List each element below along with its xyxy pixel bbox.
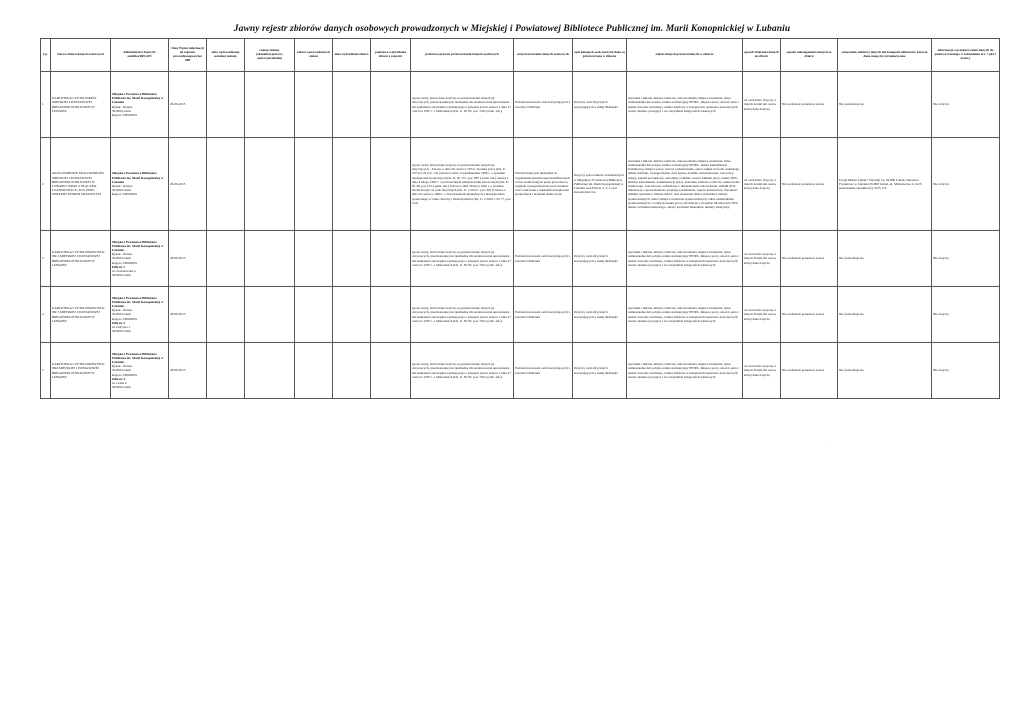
column-header: rodzaj zmiany (aktualizacja/nowy wpis/wykreślenie) (245, 39, 295, 72)
branch-address-line: ul. Zawidowska 4 (112, 269, 136, 273)
processing-purpose: Ewidencjonowanie osób korzystających z zasobów biblioteki (514, 72, 573, 138)
dataset-name: KARTOTEKA CZYTELNIKÓW FILII NR 2 MIEJSKIEJ I POWIATOWEJ BIBLIOTEKI PUBLICZNEJ W LUBANIU (51, 231, 111, 287)
administrator-address-line: Rynek - Ratusz (112, 252, 133, 257)
administrator-address-line: Regon: 230920001 (112, 192, 138, 197)
removal-basis (371, 343, 411, 399)
table-row (41, 138, 1000, 231)
administrator-name: Miejska i Powiatowa Biblioteka Publiczna im. Marii Konopnickiej w Lubaniu (112, 171, 164, 184)
data-scope: nazwiska i imiona, imiona rodziców, data urodzenia, miejsce urodzenia, adres zamieszkania lub pobytu, numer ewidencyjny PESEL, miejsce pracy, zawód, seria i numer dowodu osobistego, numer telefonu, w kategoriach społeczno-zawodowych: uczeń, student, pracujący i we wszystkich kategoriach wiekowych (627, 287, 743, 343)
administrator-name: Miejska i Powiatowa Biblioteka Publiczna im. Marii Konopnickiej w Lubaniu (112, 239, 164, 252)
column-header: zakres danych przetwarzanych w zbiorze (627, 39, 743, 72)
removal-date (333, 287, 371, 343)
entry-date: 29-06-2015 (169, 231, 207, 287)
removal-basis (371, 72, 411, 138)
change-scope (295, 231, 333, 287)
collection-method: od osób które dotyczą, z innych źródeł niż osoba, której dane dotyczą (743, 138, 781, 231)
administrator-cell (111, 287, 169, 343)
branch-address-line: 59-800 Lubań (112, 329, 131, 334)
footer-mark: . (828, 437, 829, 442)
row-number: 2 (41, 138, 51, 231)
collection-method: od osób które dotyczą, z innych źródeł niż osoba, której dane dotyczą (743, 343, 781, 399)
column-header: podstawa wykreślenia zbioru z rejestru (371, 39, 411, 72)
column-header: data wykreślenia zbioru (333, 39, 371, 72)
branch-address-line: 59-800 Lubań (112, 273, 131, 278)
removal-date (333, 343, 371, 399)
sharing-method: Nie podstawie przepisów prawa (781, 287, 838, 343)
person-categories: Dotyczy osób fizycznych korzystających z usług biblioteki (573, 231, 627, 287)
column-header: opis kategorii osób, których dane są przetwarzane w zbiorze (573, 39, 627, 72)
third-country-info: Nie dotyczy (932, 287, 1000, 343)
column-header: oznaczenie odbiorcy danych lub kategorii odbiorców, którym dane mogą być przekazywane (838, 39, 932, 72)
last-change-date (207, 343, 245, 399)
person-categories: Dotyczy osób fizycznych korzystających z usług biblioteki (573, 343, 627, 399)
table-row (41, 231, 1000, 287)
person-categories: Dotyczy osób fizycznych korzystających z usług biblioteki (573, 72, 627, 138)
third-country-info: Nie dotyczy (932, 72, 1000, 138)
person-categories: Dotyczy pracowników zatrudnionych w Miejskiej i Powiatowej Bibliotece Publicznej im. Marii Konopnickiej w Lubaniu oraz Filii nr 2, 3, 4 oraz zleceniobiorców (573, 138, 627, 231)
branch-address-line: ul. Leśna 4 (112, 381, 127, 385)
sharing-method: Nie podstawie przepisów prawa (781, 343, 838, 399)
third-country-info: Nie dotyczy (932, 343, 1000, 399)
row-number: 1 (41, 72, 51, 138)
change-type (245, 138, 295, 231)
processing-purpose: Ewidencjonowanie osób korzystających z zasobów biblioteki (514, 287, 573, 343)
administrator-address-line: 59-800 Lubań (112, 312, 131, 317)
sharing-method: Nie podstawie przepisów prawa (781, 72, 838, 138)
recipients: Nie przewiduje się (838, 343, 932, 399)
administrator-cell (111, 343, 169, 399)
change-type (245, 72, 295, 138)
column-header: Lp. (41, 39, 51, 72)
column-header: Nazwa zbioru danych osobowych (51, 39, 111, 72)
administrator-name: Miejska i Powiatowa Biblioteka Publiczna im. Marii Konopnickiej w Lubaniu (112, 295, 164, 308)
change-type (245, 343, 295, 399)
processing-purpose: Przetwarzanie jest niezbędne do wypełnienia prawnie usprawiedliwionych celów realizowanych przez pracodawcę, względu wynagrodzeń dla pracowników oraz rozliczenie z zakładem ubezpieczeń społecznych i urzędem skarbowym (514, 138, 573, 231)
column-header: Data Wpisu informacji do rejestru prowadzonego przez ABI (169, 39, 207, 72)
column-header: sposób zbierania danych do zbioru (743, 39, 781, 72)
third-country-info: Nie dotyczy (932, 231, 1000, 287)
removal-date (333, 138, 371, 231)
legal-basis: zgoda osoby, której dane dotyczą, na przetwarzanie danych jej dotyczących, przetwarzanie jest niezbędne dla zrealizowania uprawnienia lub spełnienia obowiązku wynikającego z przepisu prawa ustawa z dnia 27 czerwca 1997 r. o bibliotekach (Dz. U. Nr 85, poz. 539 z późn. zm.); (411, 287, 514, 343)
entry-date: 29-06-2015 (169, 343, 207, 399)
administrator-cell (111, 72, 169, 138)
removal-basis (371, 231, 411, 287)
entry-date: 29-06-2015 (169, 287, 207, 343)
data-scope: nazwiska i imiona, imiona rodziców, data urodzenia, miejsce urodzenia, adres zamieszkania lub pobytu, numer ewidencyjny PESEL, miejsce pracy, zawód, seria i numer dowodu osobistego, numer telefonu, w kategoriach społeczno-zawodowych: uczeń, student, pracujący i we wszystkich kategoriach wiekowych (627, 343, 743, 399)
administrator-address-line: Regon: 230920001 (112, 112, 138, 117)
row-number: 5 (41, 343, 51, 399)
removal-basis (371, 138, 411, 231)
dataset-name: KARTOTEKA CZYTELNIKÓW MIEJSKIEJ I POWIATOWEJ BIBLIOTEKI PUBLICZNEJ W LUBANIU (51, 72, 111, 138)
change-scope (295, 72, 333, 138)
administrator-address-line: Regon: 230920001 (112, 260, 138, 265)
sharing-method: Nie podstawie przepisów prawa (781, 138, 838, 231)
recipients: Nie przewiduje się (838, 231, 932, 287)
entry-date: 29-06-2015 (169, 72, 207, 138)
column-header: informacja o przekazywaniu danych do państwa trzeciego w rozumieniu art. 7 pkt 7 ustawy (932, 39, 1000, 72)
branch-name: Filia nr 2 (112, 264, 125, 269)
administrator-address-line: Regon: 230920001 (112, 372, 138, 377)
legal-basis: zgoda osoby, której dane dotyczą, na przetwarzanie danych jej dotyczących, ; Ustawa z dnia 26 czerwca 1974 r. Kodeks pracy (Dz. U. 1974 nr 24 poz. 141) ustawa z dnia 13 października 1998 r. o systemie ubezpieczeń społecznych (Dz. U. Nr 137, poz. 887 z późn. zm.) ustawa z dnia 4 lutego 1997 r. o powszechnym ubezpieczeniu zdrowotnym (Dz. U. Nr 28, poz.153 z późn. zm.) Ustawa z dnia 26 lipca 1991 r. o podatku dochodowym od osób fizycznych (Dz. U. z 2012 r. poz. 361) Ustawa z dnia 25 czerwca 1999 r. o świadczeniach pieniężnych z ubezpieczenia społecznego w razie choroby i macierzyństwa (Dz. U. z 2010 r. Nr 77, poz. 512) (411, 138, 514, 231)
column-header: sposób udostępniania danych ze zbioru (781, 39, 838, 72)
administrator-address-line: Rynek - Ratusz (112, 364, 133, 369)
person-categories: Dotyczy osób fizycznych korzystających z usług biblioteki (573, 287, 627, 343)
table-row (41, 72, 1000, 138)
recipients: Nie przewiduje się (838, 72, 932, 138)
dataset-name: KARTOTEKA CZYTELNIKÓW FILII NR4 MIEJSKIEJ I POWIATOWEJ BIBLIOTEKI PUBLICZNEJ W LUBANIU (51, 343, 111, 399)
administrator-address-line: 59-800 Lubań (112, 368, 131, 373)
change-scope (295, 287, 333, 343)
administrator-address-line: Regon: 230920001 (112, 316, 138, 321)
column-header: zakres wprowadzonych zmian (295, 39, 333, 72)
entry-date: 29-06-2015 (169, 138, 207, 231)
change-scope (295, 343, 333, 399)
legal-basis: zgoda osoby, której dane dotyczą, na przetwarzanie danych jej dotyczących, przetwarzanie jest niezbędne dla zrealizowania uprawnienia lub spełnienia obowiązku wynikającego z przepisu prawa ustawa z dnia 27 czerwca 1997 r. o bibliotekach (Dz. U. Nr 85, poz. 539 z późn. zm.); (411, 72, 514, 138)
last-change-date (207, 231, 245, 287)
administrator-name: Miejska i Powiatowa Biblioteka Publiczna im. Marii Konopnickiej w Lubaniu (112, 351, 164, 364)
column-header: Administrator Danych/ siedziba/REGON (111, 39, 169, 72)
row-number: 4 (41, 287, 51, 343)
dataset-name: AKTA OSOBOWE PRACOWNIKÓW MIEJSKIEJ I POWIATOWEJ BIBLIOTEKI PUBLICZNEJ W LUBANIU WRAZ Z PŁACAMI, CZASEM PRACY, ZUS, PFRS, UBEZPIECZENIEM GRUPOWYM (51, 138, 111, 231)
branch-name: Filia nr 4 (112, 376, 125, 381)
administrator-address-line: Rynek - Ratusz (112, 184, 133, 188)
branch-name: Filia nr 3 (112, 320, 125, 325)
removal-basis (371, 287, 411, 343)
removal-date (333, 231, 371, 287)
change-type (245, 287, 295, 343)
data-scope: nazwiska i imiona, imiona rodziców, data urodzenia, miejsce urodzenia, adres zamieszkania lub pobytu, numer ewidencyjny PESEL, numer Identyfikacji Podatkowej, miejsce pracy, zawód, wykształcenie, seria i numer dowodu osobistego, numer telefonu, wynagrodzenie, data zgonu, dodatki, zaświadczenia, czas pracy, urlopy, kapitał początkowy, narodziny rodzinne, nazwa zakładu pracy, numer NFZ, historia zatrudnienia, dokumentacja pracy, nazwiska i imiona rodziców, numer konta bankowego, stan zdrowia, informacje o ubezpieczeniu zdrowotnym, składki ZUS, informacje o uprawnieniach, przebieg zatrudnienia, zajęcia komornicze, Wysokość składki, nazwisko i imiona dzieci, data urodzenia dzieci, nazwiska i imiona spokrewnionych, dane i miejsce urodzenia spokrewnionych, adres zamieszkania spokrewnionych, i rodzaj stosunku pracy, informacje o Urzędzie Skarbowym, NFZ, numer rachunku bankowego, okresy zwolnień lekarskich, numery emerytury. (627, 138, 743, 231)
legal-basis: zgoda osoby, której dane dotyczą, na przetwarzanie danych jej dotyczących, przetwarzanie jest niezbędne dla zrealizowania uprawnienia lub spełnienia obowiązku wynikającego z przepisu prawa ustawa z dnia 27 czerwca 1997 r. o bibliotekach (Dz. U. Nr 85, poz. 539 z późn. zm.); (411, 343, 514, 399)
row-number: 3 (41, 231, 51, 287)
processing-purpose: Ewidencjonowanie osób korzystających z zasobów biblioteki (514, 343, 573, 399)
administrator-address-line: Rynek - Ratusz (112, 104, 133, 109)
administrator-name: Miejska i Powiatowa Biblioteka Publiczna im. Marii Konopnickiej w Lubaniu (112, 91, 164, 105)
column-header: data wprowadzonej ostatniej zmiany (207, 39, 245, 72)
last-change-date (207, 138, 245, 231)
register-table (40, 38, 1000, 399)
data-scope: nazwiska i imiona, imiona rodziców, data urodzenia, miejsce urodzenia, adres zamieszkania lub pobytu, numer ewidencyjny PESEL, miejsce pracy, zawód, seria i numer dowodu osobistego, numer telefonu, w kategoriach społeczno-zawodowych: uczeń, student, pracujący i we wszystkich kategoriach wiekowych (627, 231, 743, 287)
dataset-name: KARTOTEKA CZYTELNIKÓW FILII NR 3 MIEJSKIEJ I POWIATOWEJ BIBLIOTEKI PUBLICZNEJ W LUBANIU (51, 287, 111, 343)
processing-purpose: Ewidencjonowanie osób korzystających z zasobów biblioteki (514, 231, 573, 287)
column-header: podstawa prawna przetwarzania danych osobowych (411, 39, 514, 72)
change-scope (295, 138, 333, 231)
removal-date (333, 72, 371, 138)
last-change-date (207, 72, 245, 138)
administrator-address-line: 59-800 Lubań (112, 108, 131, 113)
table-row (41, 343, 1000, 399)
last-change-date (207, 287, 245, 343)
table-body (41, 72, 1000, 399)
administrator-address-line: 59-800 Lubań (112, 256, 131, 261)
collection-method: od osób które dotyczą, z innych źródeł niż osoba, której dane dotyczą (743, 231, 781, 287)
header-row (41, 39, 1000, 72)
column-header: cel przetwarzania danych osobowych (514, 39, 573, 72)
administrator-cell (111, 138, 169, 231)
recipients: Nie przewiduje się (838, 287, 932, 343)
legal-basis: zgoda osoby, której dane dotyczą, na przetwarzanie danych jej dotyczących, przetwarzanie jest niezbędne dla zrealizowania uprawnienia lub spełnienia obowiązku wynikającego z przepisu prawa ustawa z dnia 27 czerwca 1997 r. o bibliotekach (Dz. U. Nr 85, poz. 539 z późn. zm.); (411, 231, 514, 287)
branch-address-line: 59-800 Lubań (112, 385, 131, 390)
collection-method: od osób które dotyczą, z innych źródeł niż osoba, której dane dotyczą (743, 72, 781, 138)
sharing-method: Nie podstawie przepisów prawa (781, 231, 838, 287)
data-scope: nazwiska i imiona, imiona rodziców, data urodzenia, miejsce urodzenia, adres zamieszkania lub pobytu, numer ewidencyjny PESEL, miejsce pracy, zawód, seria i numer dowodu osobistego, numer telefonu, w kategoriach społeczno-zawodowych: uczeń, student, pracujący i we wszystkich kategoriach wiekowych (627, 72, 743, 138)
table-row (41, 287, 1000, 343)
administrator-cell (111, 231, 169, 287)
administrator-address-line: 59-800 Lubań (112, 188, 131, 193)
branch-address-line: ul. Łużycka 1 (112, 325, 131, 329)
recipients: Urząd Miasta Lubań 7 Dywizji 14, 59-800 Lubań, Starostwo Powiatowe w Lubaniu 59-800 Lubań, ul. Mickiewicza 2, GUS (zestawienia anonimowe), ZUS, US (838, 138, 932, 231)
collection-method: od osób które dotyczą, z innych źródeł niż osoba, której dane dotyczą (743, 287, 781, 343)
document-title: Jawny rejestr zbiorów danych osobowych prowadzonych w Miejskiej i Powiatowej Bibliotece Publicznej im. Marii Konopnickiej w Lubaniu (233, 24, 791, 34)
administrator-address-line: Rynek - Ratusz (112, 308, 133, 313)
change-type (245, 231, 295, 287)
third-country-info: Nie dotyczy (932, 138, 1000, 231)
